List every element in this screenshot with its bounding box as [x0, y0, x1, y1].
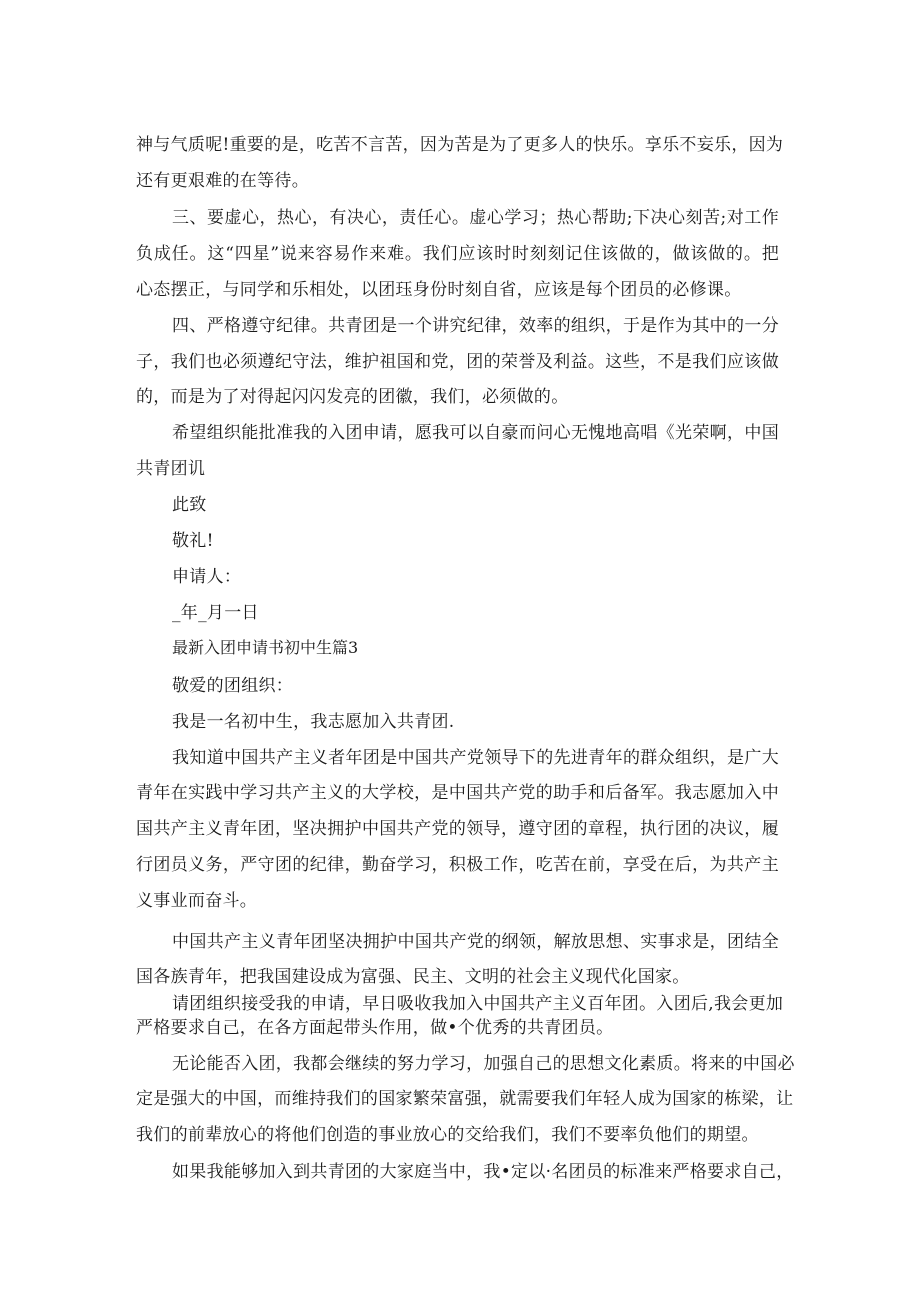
text-line: 我是一名初中生，我志愿加入共青团. [172, 712, 455, 732]
date-line: _年_月一日 [172, 603, 259, 623]
text-line: 负成任。这“四星”说来容易作来难。我们应该时时刻刻记住该做的，做该做的。把 [136, 244, 779, 264]
text-line: 严格要求自己，在各方面起带头作用，做•个优秀的共青团员。 [136, 1018, 614, 1038]
section-title: 最新入团申请书初中生篇3 [172, 638, 359, 657]
text-line: 如果我能够加入到共青团的大家庭当中，我•定以·名团员的标准来严格要求自己， [172, 1162, 794, 1182]
text-line: 希望组织能批准我的入团申请，愿我可以自豪而问心无愧地高唱《光荣啊，中国 [172, 423, 779, 443]
text-line: 定是强大的中国，而维持我们的国家繁荣富强，就需要我们年轻人成为国家的栋梁，让 [136, 1089, 794, 1109]
text-line: 国各族青年，把我国建设成为富强、民主、文明的社会主义现代化国家。 [136, 967, 690, 987]
text-line: 国共产主义青年团，坚决拥护中国共产党的领导，遵守团的章程，执行团的决议，履 [136, 819, 779, 839]
applicant-label: 申请人： [172, 567, 242, 587]
text-line: 请团组织接受我的申请，早日吸收我加入中国共产主义百年团。入团后,我会更加 [172, 994, 784, 1014]
text-line: 心态摆正，与同学和乐相处，以团珏身份时刻自省，应该是每个团员的必修课。 [136, 280, 742, 300]
text-line: 行团员义务，严守团的纪律，勤奋学习，积极工作，吃苦在前，享受在后，为共产主 [136, 855, 779, 875]
text-line: 我知道中国共产主义者年团是中国共产党领导下的先进青年的群众组织，是广大 [172, 748, 779, 768]
text-line: 还有更艰难的在等待。 [136, 171, 309, 191]
text-line: 的，而是为了对得起闪闪发亮的团徽，我们，必须做的。 [136, 387, 569, 407]
text-line: 三、要虚心，热心，有决心，责任心。虚心学习；热心帮助;下决心刻苦;对工作 [172, 208, 779, 228]
text-line: 无论能否入团，我都会继续的努力学习，加强自己的思想文化素质。将来的中国必 [172, 1054, 795, 1074]
text-line: 青年在实践中学习共产主义的大学校，是中国共产党的助手和后备军。我志愿加入中 [136, 783, 779, 803]
text-line: 义事业而奋斗。 [136, 891, 258, 911]
closing-salutation: 此致 [172, 495, 207, 515]
text-line: 四、严格遵守纪律。共青团是一个讲究纪律，效率的组织，于是作为其中的一分 [172, 316, 779, 336]
greeting: 敬爱的团组织： [172, 676, 294, 696]
text-line: 共青团讥 [136, 459, 206, 479]
text-line: 中国共产主义青年团坚决拥护中国共产党的纲领，解放思想、实事求是，团结全 [172, 932, 779, 952]
text-line: 我们的前辈放心的将他们创造的事业放心的交给我们，我们不要率负他们的期望。 [136, 1125, 759, 1145]
text-line: 子，我们也必须遵纪守法，维护祖国和党，团的荣誉及利益。这些，不是我们应该做 [136, 352, 779, 372]
text-line: 神与气质呢!重要的是，吃苦不言苦，因为苦是为了更多人的快乐。享乐不妄乐，因为 [136, 135, 784, 155]
closing-regards: 敬礼! [172, 531, 214, 551]
